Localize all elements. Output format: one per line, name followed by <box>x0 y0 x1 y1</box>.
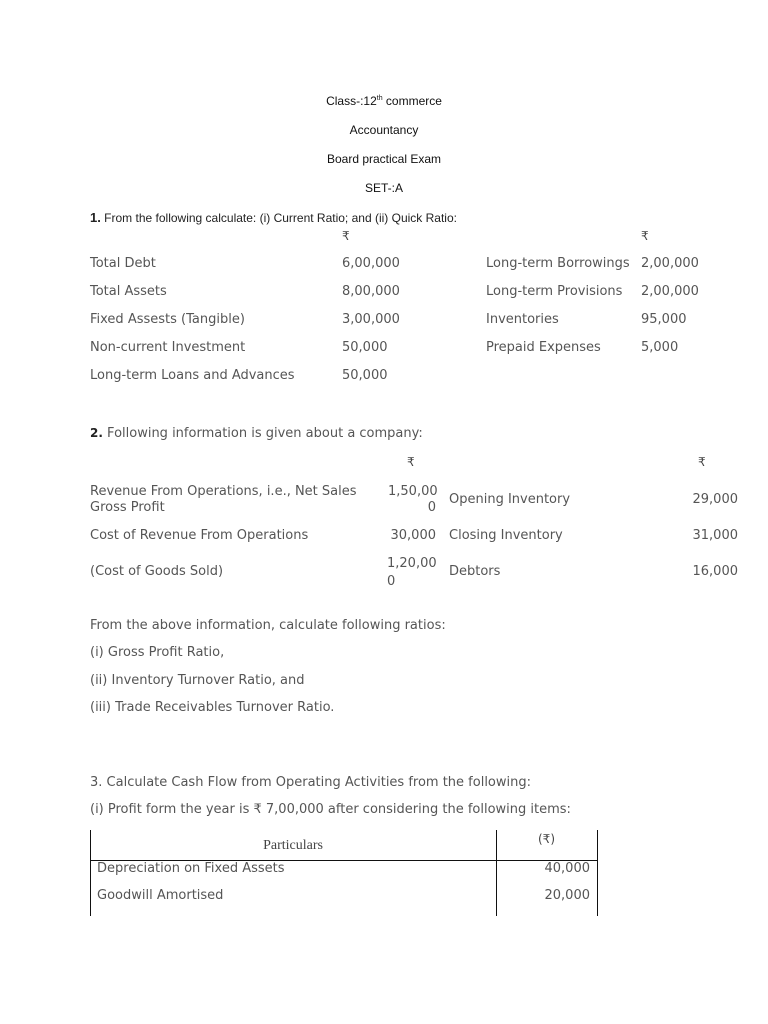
q2-row1-value-b: 0 <box>427 500 436 515</box>
q3-heading: 3. Calculate Cash Flow from Operating Activities from the following: <box>90 775 532 790</box>
q2-row3-value-b: 0 <box>387 574 396 589</box>
q1-left-value: 3,00,000 <box>342 312 400 327</box>
q1-left-label: Long-term Loans and Advances <box>90 368 295 383</box>
q1-left-label: Fixed Assests (Tangible) <box>90 312 245 327</box>
table-cell-value: 20,000 <box>544 888 590 903</box>
q1-left-label: Total Debt <box>90 256 156 271</box>
q3-table <box>90 830 598 916</box>
q1-right-label: Inventories <box>486 312 559 327</box>
class-suffix: commerce <box>382 94 442 108</box>
q2-row2-right-label: Closing Inventory <box>449 528 563 543</box>
q1-right-label: Prepaid Expenses <box>486 340 601 355</box>
table-cell-label: Goodwill Amortised <box>97 888 224 903</box>
q1-left-value: 6,00,000 <box>342 256 400 271</box>
q2-row1-value-a: 1,50,00 <box>388 484 438 499</box>
class-prefix: Class-:12 <box>326 94 377 108</box>
table-header-amount: (₹) <box>538 832 555 846</box>
q1-left-value: 50,000 <box>342 340 388 355</box>
q2-row3-right-value: 16,000 <box>692 564 738 579</box>
q1-number: 1. <box>90 210 101 225</box>
q1-right-value: 2,00,000 <box>641 284 699 299</box>
q1-left-value: 8,00,000 <box>342 284 400 299</box>
q2-number: 2. <box>90 426 103 440</box>
set-heading: SET-:A <box>364 181 403 195</box>
class-heading <box>0 94 768 108</box>
q2-instruction: From the above information, calculate following ratios: <box>90 618 446 633</box>
q2-row1-label-a: Revenue From Operations, i.e., Net Sales <box>90 484 357 499</box>
q1-right-value: 95,000 <box>641 312 687 327</box>
q3-subheading: (i) Profit form the year is ₹ 7,00,000 after considering the following items: <box>90 802 571 817</box>
q1-currency-left: ₹ <box>342 229 350 243</box>
q1-text: From the following calculate: (i) Current Ratio; and (ii) Quick Ratio: <box>100 211 457 225</box>
q2-row1-right-value: 29,000 <box>692 492 738 507</box>
q1-right-label: Long-term Provisions <box>486 284 623 299</box>
q2-currency-right: ₹ <box>698 455 706 469</box>
q2-row3-value-a: 1,20,00 <box>387 556 437 571</box>
q1-heading <box>90 210 457 225</box>
q2-currency-left: ₹ <box>407 455 415 469</box>
exam-heading: Board practical Exam <box>326 152 442 166</box>
q2-item: (iii) Trade Receivables Turnover Ratio. <box>90 700 335 715</box>
q2-item: (ii) Inventory Turnover Ratio, and <box>90 673 305 688</box>
class-sup: th <box>376 95 383 102</box>
q2-row3-right-label: Debtors <box>449 564 501 579</box>
q2-row1-label-b: Gross Profit <box>90 500 165 515</box>
table-cell-value: 40,000 <box>544 861 590 876</box>
q1-left-value: 50,000 <box>342 368 388 383</box>
q1-currency-right: ₹ <box>641 229 649 243</box>
q1-left-label: Total Assets <box>90 284 167 299</box>
q2-text: Following information is given about a company: <box>102 426 423 441</box>
q1-left-label: Non-current Investment <box>90 340 246 355</box>
q2-row3-label: (Cost of Goods Sold) <box>90 564 224 579</box>
table-header-particulars: Particulars <box>263 838 323 853</box>
q2-heading <box>90 426 423 441</box>
q2-item: (i) Gross Profit Ratio, <box>90 645 225 660</box>
q2-row2-right-value: 31,000 <box>692 528 738 543</box>
q2-row1-right-label: Opening Inventory <box>449 492 571 507</box>
table-cell-label: Depreciation on Fixed Assets <box>97 861 285 876</box>
subject-heading: Accountancy <box>349 123 419 137</box>
q1-right-value: 2,00,000 <box>641 256 699 271</box>
q1-right-value: 5,000 <box>641 340 679 355</box>
q2-row2-label: Cost of Revenue From Operations <box>90 528 309 543</box>
q1-right-label: Long-term Borrowings <box>486 256 630 271</box>
table-border-right <box>597 830 598 916</box>
q2-row2-value: 30,000 <box>390 528 436 543</box>
